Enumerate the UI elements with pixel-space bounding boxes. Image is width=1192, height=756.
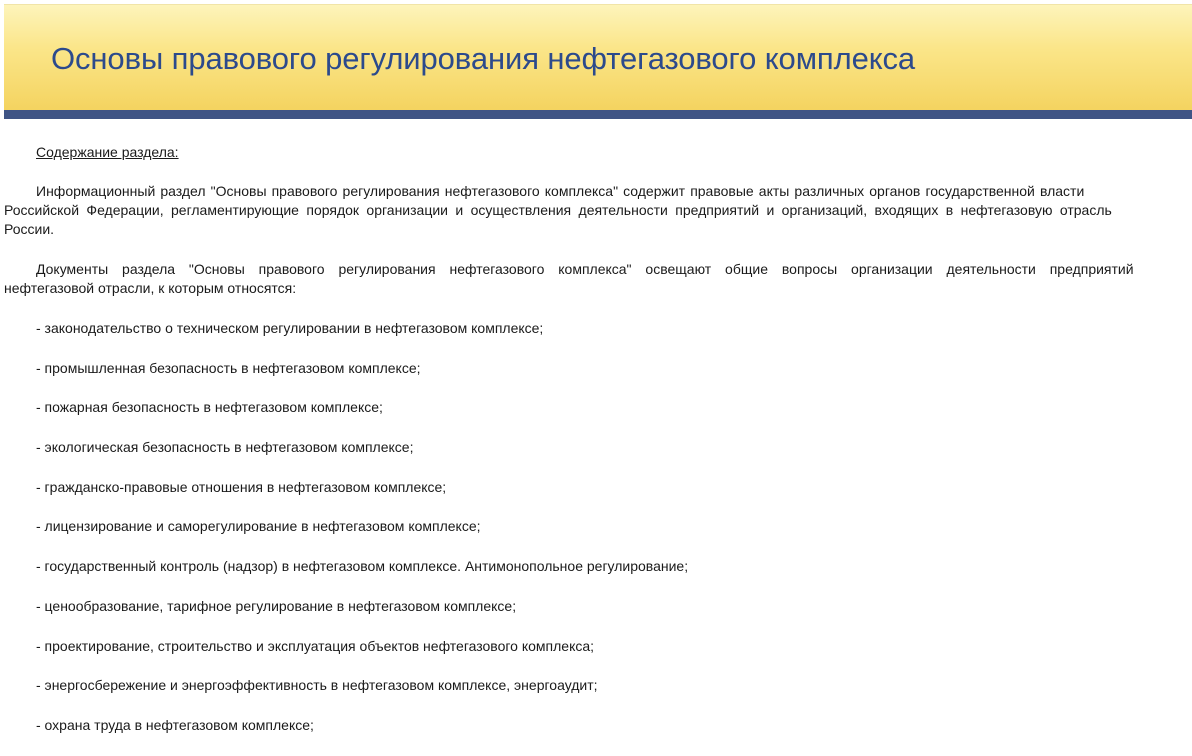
list-item: - ценообразование, тарифное регулирование в нефтегазовом комплексе; — [36, 597, 517, 614]
list-item: - промышленная безопасность в нефтегазовом комплексе; — [36, 359, 421, 376]
list-item: - охрана труда в нефтегазовом комплексе; — [36, 716, 314, 733]
page-title: Основы правового регулирования нефтегазового комплекса — [51, 41, 916, 76]
main-content — [4, 143, 1192, 756]
documents-paragraph-line-1: Документы раздела "Основы правового регулирования нефтегазового комплекса" освещают общие вопросы организации деятельности предприятий — [36, 261, 1134, 277]
section-contents-heading — [4, 143, 1192, 182]
list-item: - энергосбережение и энергоэффективность в нефтегазовом комплексе, энергоаудит; — [36, 677, 598, 694]
list-item: - гражданско-правовые отношения в нефтегазовом комплексе; — [36, 478, 447, 495]
intro-paragraph — [4, 182, 1192, 260]
page-header — [4, 4, 1192, 111]
list-item: - экологическая безопасность в нефтегазовом комплексе; — [36, 439, 414, 456]
list-item: - лицензирование и саморегулирование в нефтегазовом комплексе; — [36, 518, 481, 535]
documents-paragraph — [4, 260, 1192, 319]
list-item: - проектирование, строительство и эксплуатация объектов нефтегазового комплекса; — [36, 637, 595, 654]
topics-list — [4, 319, 1192, 756]
header-divider-bar — [4, 110, 1192, 119]
intro-paragraph-line-3: России. — [4, 221, 55, 237]
list-item: - пожарная безопасность в нефтегазовом комплексе; — [36, 399, 383, 416]
documents-paragraph-line-2: нефтегазовой отрасли, к которым относятся: — [4, 280, 297, 296]
intro-paragraph-line-1: Информационный раздел "Основы правового регулирования нефтегазового комплекса" содержит правовые акты различных органов государственной власти — [36, 183, 1085, 199]
list-item: - государственный контроль (надзор) в нефтегазовом комплексе. Антимонопольное регулирование; — [36, 558, 689, 575]
section-contents-link[interactable]: Содержание раздела: — [36, 144, 179, 160]
intro-paragraph-line-2: Российской Федерации, регламентирующие порядок организации и осуществления деятельности предприятий и организаций, входящих в нефтегазовую отрасль — [4, 202, 1112, 218]
list-item: - законодательство о техническом регулировании в нефтегазовом комплексе; — [36, 320, 544, 336]
